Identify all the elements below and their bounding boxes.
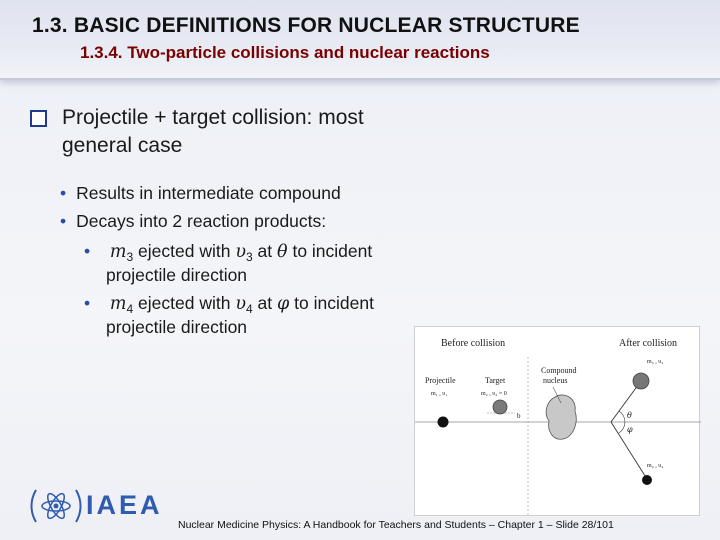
product-item-m4-cont: projectile direction	[106, 317, 248, 337]
mass-symbol: m	[109, 242, 127, 262]
main-bullet-line1: Projectile + target collision: most	[62, 106, 364, 129]
bullet-dot-icon: •	[84, 293, 91, 313]
main-bullet-line2: general case	[62, 134, 183, 157]
target-symbol: m₂ , υ₂ = 0	[481, 391, 507, 397]
bullet-dot-icon: •	[60, 211, 67, 231]
velocity-symbol: υ	[235, 242, 246, 262]
slide-footer: Nuclear Medicine Physics: A Handbook for Teachers and Students – Chapter 1 – Slide 28/101	[178, 519, 614, 531]
main-bullet	[62, 104, 452, 160]
theta-label: θ	[627, 411, 632, 420]
m3-particle	[633, 373, 649, 389]
target-particle	[493, 400, 507, 414]
item-text: at	[257, 241, 273, 261]
item-text: ejected with	[138, 241, 231, 261]
iaea-logo-text: IAEA	[86, 490, 163, 520]
item-text: at	[257, 293, 273, 313]
velocity-subscript: 4	[245, 302, 253, 316]
velocity-symbol: υ	[235, 294, 246, 314]
sub-bullet-2-text: Decays into 2 reaction products:	[76, 211, 327, 231]
collision-diagram-svg	[415, 327, 701, 517]
after-label: After collision	[619, 338, 678, 349]
m4-label: m₄ , υ₄	[647, 463, 664, 469]
item-text: ejected with	[138, 293, 231, 313]
mass-subscript: 4	[126, 302, 134, 316]
phi-label: φ	[627, 425, 633, 434]
compound-label-1: Compound	[541, 366, 577, 375]
bullet-dot-icon: •	[60, 183, 67, 203]
angle-symbol: θ	[277, 242, 288, 262]
compound-label-2: nucleus	[543, 376, 568, 385]
iaea-emblem-icon	[28, 482, 84, 532]
slide-subtitle: 1.3.4. Two-particle collisions and nuclear reactions	[80, 43, 490, 62]
target-label: Target	[485, 376, 506, 385]
header-bar	[0, 0, 720, 80]
mass-subscript: 3	[126, 250, 134, 264]
m4-particle	[642, 475, 652, 485]
m3-label: m₃ , υ₃	[647, 359, 664, 365]
collision-diagram	[414, 326, 700, 516]
bullet-dot-icon: •	[84, 241, 91, 261]
velocity-subscript: 3	[245, 250, 253, 264]
sub-bullet-2	[60, 210, 326, 232]
projectile-particle	[438, 417, 449, 428]
b-label: b	[517, 412, 521, 420]
product-item-m3-cont: projectile direction	[106, 265, 248, 285]
compound-nucleus-blob	[546, 395, 576, 439]
angle-symbol: φ	[277, 294, 290, 314]
sub-bullet-1-text: Results in intermediate compound	[76, 183, 341, 203]
item-text: to incident	[294, 293, 374, 313]
angle-arc-phi	[619, 422, 625, 433]
sub-bullet-1	[60, 182, 341, 204]
slide-title: 1.3. BASIC DEFINITIONS FOR NUCLEAR STRUCTURE	[32, 14, 580, 37]
angle-arc-theta	[619, 411, 625, 422]
mass-symbol: m	[109, 294, 127, 314]
item-text: to incident	[292, 241, 373, 261]
projectile-label: Projectile	[425, 376, 456, 385]
checkbox-bullet-icon	[30, 110, 47, 127]
projectile-symbol: m₁ , υ₁	[431, 391, 448, 397]
before-label: Before collision	[441, 338, 506, 349]
